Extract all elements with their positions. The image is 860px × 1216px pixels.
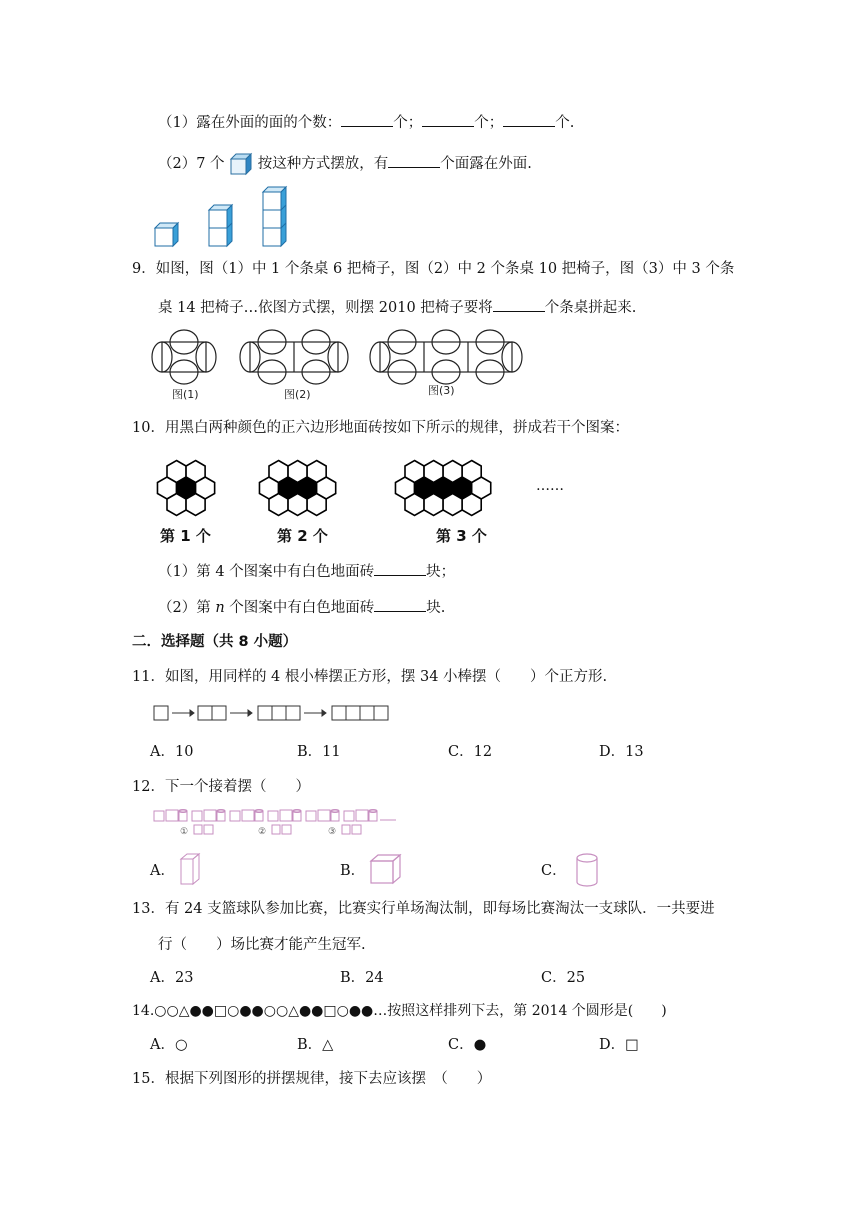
pattern-label-1: 第 1 个 — [160, 527, 211, 545]
option-a[interactable]: A．10 — [150, 744, 194, 760]
sequence-row-label: ② — [258, 827, 267, 837]
q12-text: 12．下一个接着摆（ ） — [132, 779, 310, 795]
section-title: 二．选择题（共 8 小题） — [132, 634, 298, 650]
figure-caption: 图(2) — [284, 388, 311, 401]
cube-icon — [229, 152, 253, 176]
answer-blank[interactable] — [374, 561, 426, 576]
table-group-2 — [240, 330, 348, 384]
option-c-label: C． — [541, 863, 567, 879]
white-tile — [424, 461, 443, 483]
q8-part2-middle: 按这种方式摆放，有 — [257, 156, 389, 172]
option-b[interactable]: B．24 — [340, 970, 384, 986]
white-tile — [462, 494, 481, 516]
white-tile — [307, 494, 326, 516]
q10-line1: 10．用黑白两种颜色的正六边形地面砖按如下所示的规律，拼成若干个图案： — [132, 420, 629, 436]
white-tile — [269, 461, 288, 483]
figure-caption: 图(3) — [428, 384, 455, 397]
q10-part1 — [158, 561, 455, 582]
tall-box-icon — [178, 852, 202, 886]
table-group-3 — [370, 330, 522, 384]
unit-text: 个. — [555, 115, 575, 131]
white-tile — [288, 461, 307, 483]
white-tile — [288, 494, 307, 516]
q8-part2-prefix: （2）7 个 — [158, 156, 225, 172]
white-tile — [186, 461, 205, 483]
answer-blank[interactable] — [422, 112, 474, 127]
cube-stack-1 — [155, 223, 178, 246]
q10-part1-prefix: （1）第 4 个图案中有白色地面砖 — [158, 564, 375, 580]
pattern-label-2: 第 2 个 — [277, 527, 328, 545]
q10-part2-prefix: （2）第 — [158, 600, 211, 616]
option-d[interactable]: D．13 — [599, 744, 644, 760]
option-c[interactable]: C．25 — [541, 970, 586, 986]
q13-line2: 行（ ）场比赛才能产生冠军. — [158, 937, 366, 953]
cylinder-icon — [573, 852, 601, 888]
q10-part2-suffix: 块. — [426, 600, 446, 616]
q8-part2-suffix: 个面露在外面. — [440, 156, 532, 172]
white-tile — [269, 494, 288, 516]
answer-blank[interactable] — [341, 112, 393, 127]
q9-line2-suffix: 个条桌拼起来. — [544, 300, 637, 316]
figure-caption: 图(1) — [172, 388, 199, 401]
option-a[interactable]: A．○ — [150, 1037, 188, 1053]
option-b[interactable] — [340, 861, 365, 881]
option-c[interactable] — [541, 861, 567, 881]
q13-line1: 13．有 24 支篮球队参加比赛，比赛实行单场淘汰制，即每场比赛淘汰一支球队．一共要进 — [132, 901, 715, 917]
option-a-label: A． — [150, 863, 175, 879]
unit-text: 个； — [393, 115, 423, 131]
option-b-label: B． — [340, 863, 366, 879]
cube-icon — [368, 852, 404, 886]
q11-text: 11．如图，用同样的 4 根小棒摆正方形，摆 34 小棒摆（ ）个正方形. — [132, 669, 608, 685]
q8-part1 — [158, 112, 574, 133]
white-tile — [167, 494, 186, 516]
q15-text: 15．根据下列图形的拼摆规律，接下去应该摆 （ ） — [132, 1071, 492, 1087]
answer-blank[interactable] — [374, 597, 426, 612]
white-tile — [405, 494, 424, 516]
q8-part1-prefix: （1）露在外面的面的个数： — [158, 115, 342, 131]
white-tile — [167, 461, 186, 483]
option-d[interactable]: D．□ — [599, 1037, 639, 1053]
q10-part2-mid: 个图案中有白色地面砖 — [229, 600, 375, 616]
option-c[interactable]: C．● — [448, 1037, 487, 1053]
ellipsis-text: …… — [536, 478, 564, 494]
option-c[interactable]: C．12 — [448, 744, 493, 760]
q8-part2 — [158, 152, 532, 176]
cube-stacks-figure — [150, 188, 290, 250]
cube-stack-3 — [263, 187, 286, 246]
white-tile — [443, 494, 462, 516]
cube-stack-2 — [209, 205, 232, 246]
hexagon-tiles-figure — [150, 450, 580, 550]
q10-part1-suffix: 块； — [426, 564, 456, 580]
option-a[interactable]: A．23 — [150, 970, 194, 986]
q9-line2-prefix: 桌 14 把椅子…依图方式摆，则摆 2010 把椅子要将 — [158, 300, 493, 316]
white-tile — [186, 494, 205, 516]
table-group-1 — [152, 330, 216, 384]
option-b[interactable]: B．△ — [297, 1037, 334, 1053]
sequence-row-label: ① — [180, 827, 189, 837]
sequence-row-label: ③ — [328, 827, 337, 837]
q14-text: 14.○○△●●□○●●○○△●●□○●●…按照这样排列下去，第 2014 个圆形是( ) — [132, 1003, 667, 1019]
variable-n: n — [215, 600, 225, 616]
white-tile — [462, 461, 481, 483]
matchstick-squares-figure — [150, 701, 390, 723]
white-tile — [424, 494, 443, 516]
q10-part2 — [158, 597, 445, 618]
white-tile — [307, 461, 326, 483]
answer-blank[interactable] — [503, 112, 555, 127]
q9-line2 — [158, 297, 636, 318]
unit-text: 个； — [474, 115, 504, 131]
pattern-label-3: 第 3 个 — [436, 527, 487, 545]
shape-sequence-figure — [150, 806, 400, 842]
option-a[interactable] — [150, 861, 175, 881]
white-tile — [405, 461, 424, 483]
answer-blank[interactable] — [493, 297, 545, 312]
answer-blank[interactable] — [388, 153, 440, 168]
tables-chairs-figure — [150, 328, 525, 404]
q9-line1: 9．如图，图（1）中 1 个条桌 6 把椅子，图（2）中 2 个条桌 10 把椅子，图（3）中 3 个条 — [132, 261, 735, 277]
white-tile — [443, 461, 462, 483]
option-b[interactable]: B．11 — [297, 744, 341, 760]
